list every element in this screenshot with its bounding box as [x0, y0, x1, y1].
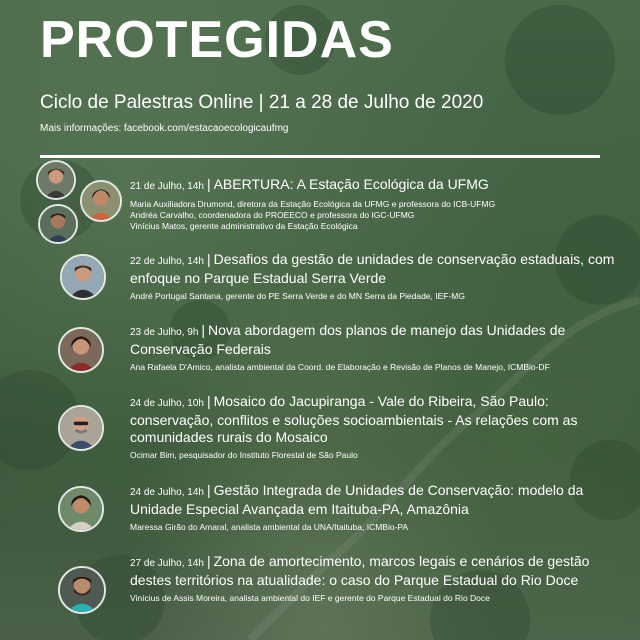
event-date: 22 de Julho, 14h: [130, 256, 204, 267]
speaker-line: Vinícius Matos, gerente administrativo da Estação Ecológica: [130, 221, 358, 231]
separator: |: [206, 482, 211, 498]
event-item: [130, 393, 630, 461]
event-title: Gestão Integrada de Unidades de Conservação: modelo da Unidade Especial Avançada em Itaituba-PA, Amazônia: [130, 482, 584, 517]
speaker-avatar: [60, 254, 106, 300]
speaker-avatar: [58, 486, 104, 532]
event-item: [130, 553, 630, 604]
poster-title: PROTEGIDAS: [40, 11, 394, 69]
speaker-line: André Portugal Santana, gerente do PE Serra Verde e do MN Serra da Piedade, IEF-MG: [130, 291, 465, 301]
event-speakers: [130, 522, 630, 533]
speaker-avatar: [58, 405, 104, 451]
event-speakers: [130, 291, 630, 302]
event-item: [130, 251, 630, 302]
event-item: [130, 322, 630, 373]
separator: |: [206, 176, 211, 192]
event-date: 21 de Julho, 14h: [130, 181, 204, 192]
event-item: [130, 482, 630, 533]
speaker-line: Ocimar Bim, pesquisador do Instituto Florestal de São Paulo: [130, 450, 358, 460]
more-info-link[interactable]: Mais informações: facebook.com/estacaoecologicaufmg: [40, 123, 289, 134]
event-speakers: [130, 593, 630, 604]
separator: |: [206, 251, 211, 267]
poster-subtitle: Ciclo de Palestras Online | 21 a 28 de Julho de 2020: [40, 92, 484, 113]
event-heading: [130, 482, 630, 518]
separator: |: [201, 322, 206, 338]
event-date: 24 de Julho, 10h: [130, 398, 204, 409]
event-heading: [130, 176, 630, 195]
event-title: Desafios da gestão de unidades de conservação estaduais, com enfoque no Parque Estadual Serra Verde: [130, 251, 615, 286]
speaker-avatar: [58, 566, 106, 614]
event-speakers: [130, 362, 630, 373]
event-date: 23 de Julho, 9h: [130, 327, 199, 338]
event-speakers: [130, 450, 630, 461]
divider: [40, 155, 600, 158]
event-heading: [130, 553, 630, 589]
speaker-avatar: [58, 327, 104, 373]
speaker-line: Maressa Girão do Amaral, analista ambiental da UNA/Itaituba, ICMBio-PA: [130, 522, 409, 532]
speaker-line: Maria Auxiliadora Drumond, diretora da Estação Ecológica da UFMG e professora do ICB-UFMG: [130, 199, 496, 209]
event-date: 27 de Julho, 14h: [130, 558, 204, 569]
event-date: 24 de Julho, 14h: [130, 487, 204, 498]
event-title: Mosaico do Jacupiranga - Vale do Ribeira, São Paulo: conservação, conflitos e soluções socioambientais - As relações com as comunidades rurais do Mosaico: [130, 393, 578, 445]
event-title: Zona de amortecimento, marcos legais e cenários de gestão destes territórios na atualidade: o caso do Parque Estadual do Rio Doce: [130, 553, 590, 588]
event-speakers: [130, 199, 630, 232]
speaker-avatar: [38, 204, 78, 244]
event-heading: [130, 322, 630, 358]
speaker-avatar: [36, 160, 76, 200]
event-title: Nova abordagem dos planos de manejo das Unidades de Conservação Federais: [130, 322, 566, 357]
event-title: ABERTURA: A Estação Ecológica da UFMG: [213, 176, 489, 192]
speaker-line: Andréa Carvalho, coordenadora do PROEECO e professora do IGC-UFMG: [130, 210, 415, 220]
speaker-avatar: [80, 180, 122, 222]
event-heading: [130, 393, 630, 446]
speaker-line: Ana Rafaela D'Amico, analista ambiental da Coord. de Elaboração e Revisão de Planos de Manejo, ICMBio-DF: [130, 362, 550, 372]
separator: |: [206, 393, 211, 409]
event-item: [130, 176, 630, 232]
event-heading: [130, 251, 630, 287]
separator: |: [206, 553, 211, 569]
speaker-line: Vinícius de Assis Moreira, analista ambiental do IEF e gerente do Parque Estadual do Rio Doce: [130, 593, 490, 603]
